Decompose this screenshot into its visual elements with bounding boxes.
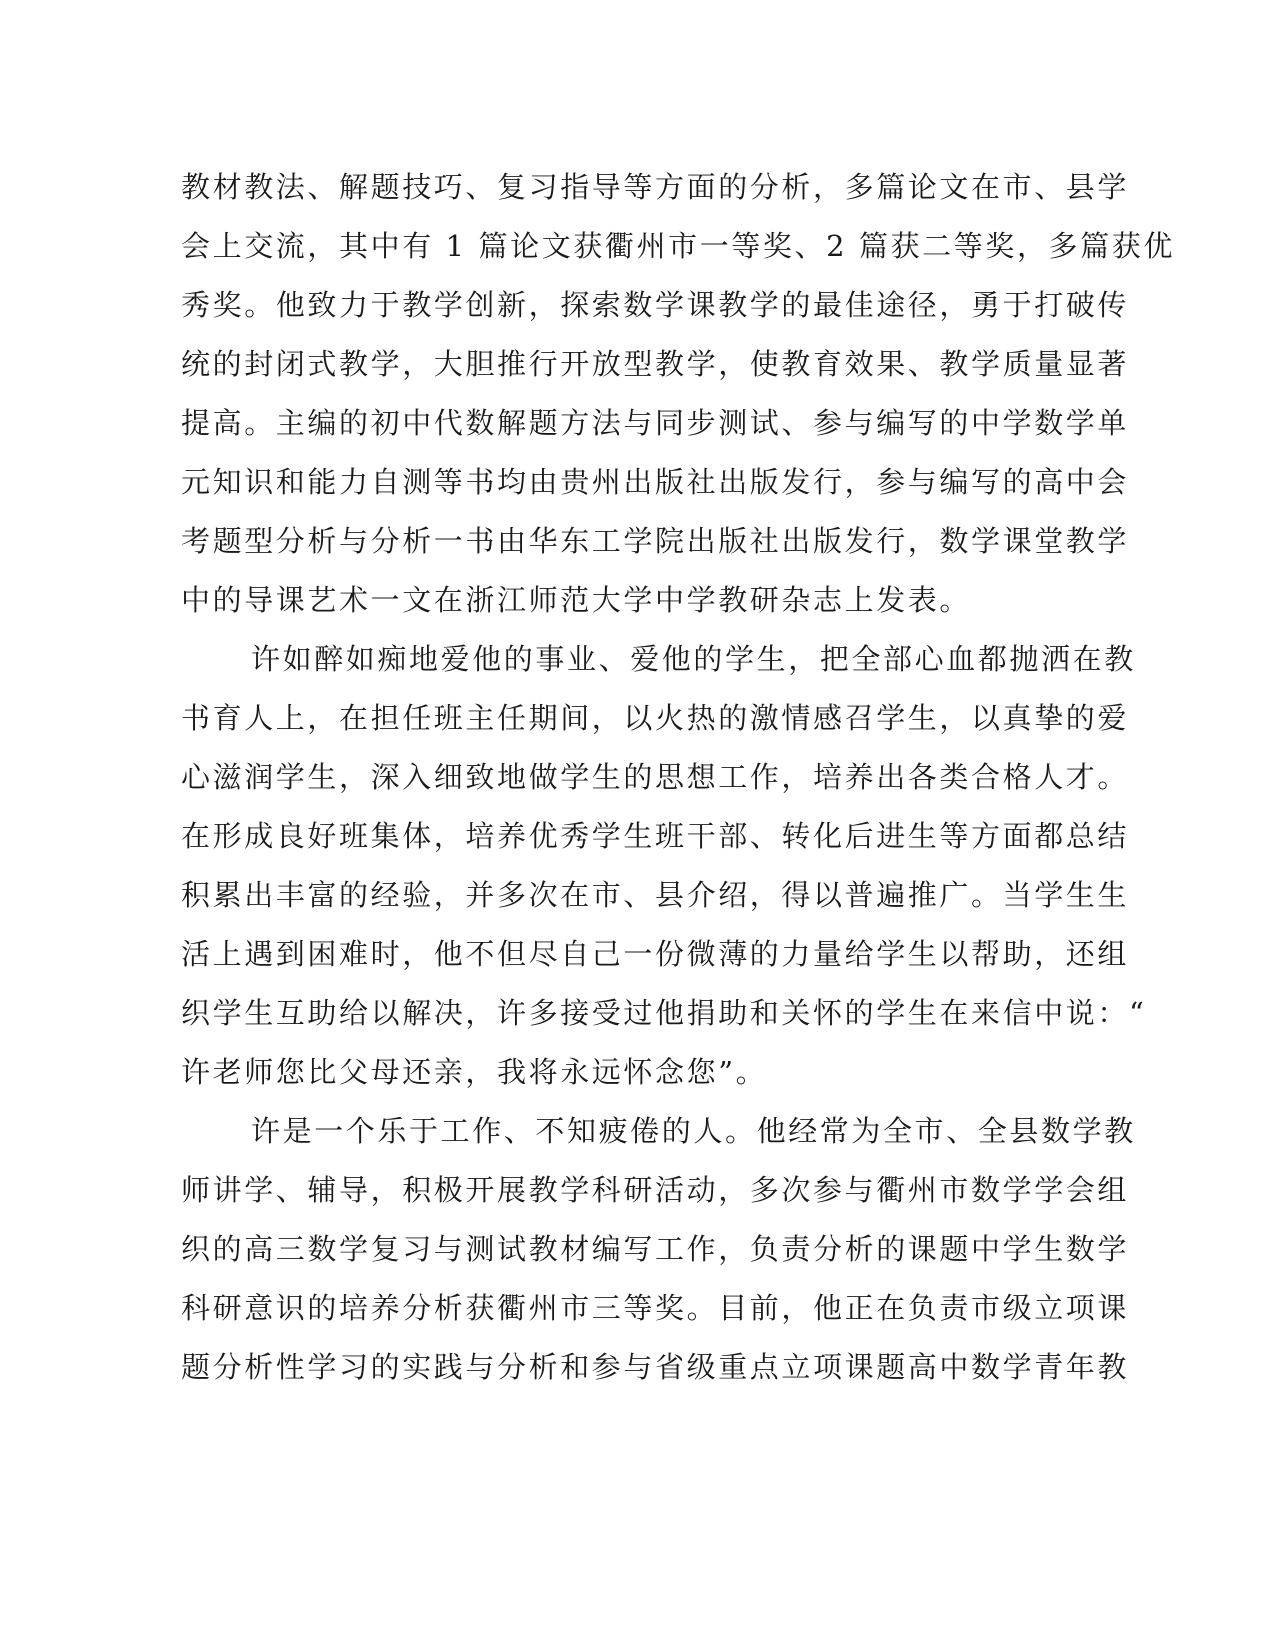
text-line: 元知识和能力自测等书均由贵州出版社出版发行，参与编写的高中会 [181, 465, 1130, 499]
text-line: 师讲学、辅导，积极开展教学科研活动，多次参与衢州市数学学会组 [181, 1173, 1130, 1207]
text-line: 织学生互助给以解决，许多接受过他捐助和关怀的学生在来信中说：“ [181, 996, 1147, 1030]
body-text [181, 158, 1175, 1397]
text-line: 织的高三数学复习与测试教材编写工作，负责分析的课题中学生数学 [181, 1232, 1130, 1266]
text-line: 题分析性学习的实践与分析和参与省级重点立项课题高中数学青年教 [181, 1350, 1130, 1384]
paragraph-1 [181, 158, 1175, 630]
text-line: 许老师您比父母还亲，我将永远怀念您”。 [181, 1055, 768, 1089]
text-line: 心滋润学生，深入细致地做学生的思想工作，培养出各类合格人才。 [181, 760, 1130, 794]
paragraph-3 [181, 1102, 1136, 1397]
text-line: 积累出丰富的经验，并多次在市、县介绍，得以普遍推广。当学生生 [181, 878, 1130, 912]
paragraph-2 [181, 630, 1147, 1102]
text-line: 许如醉如痴地爱他的事业、爱他的学生，把全部心血都抛洒在教 [251, 642, 1136, 676]
text-line: 许是一个乐于工作、不知疲倦的人。他经常为全市、全县数学教 [251, 1114, 1136, 1148]
text-line: 在形成良好班集体，培养优秀学生班干部、转化后进生等方面都总结 [181, 819, 1130, 853]
text-line: 活上遇到困难时，他不但尽自己一份微薄的力量给学生以帮助，还组 [181, 937, 1130, 971]
text-line: 科研意识的培养分析获衢州市三等奖。目前，他正在负责市级立项课 [181, 1291, 1130, 1325]
text-line: 会上交流，其中有 1 篇论文获衢州市一等奖、2 篇获二等奖，多篇获优 [181, 229, 1175, 263]
text-line: 考题型分析与分析一书由华东工学院出版社出版发行，数学课堂教学 [181, 524, 1130, 558]
text-line: 中的导课艺术一文在浙江师范大学中学教研杂志上发表。 [181, 583, 972, 617]
text-line: 提高。主编的初中代数解题方法与同步测试、参与编写的中学数学单 [181, 406, 1130, 440]
text-line: 统的封闭式教学，大胆推行开放型教学，使教育效果、教学质量显著 [181, 347, 1130, 381]
text-line: 教材教法、解题技巧、复习指导等方面的分析，多篇论文在市、县学 [181, 170, 1130, 204]
text-line: 秀奖。他致力于教学创新，探索数学课教学的最佳途径，勇于打破传 [181, 288, 1130, 322]
text-line: 书育人上，在担任班主任期间，以火热的激情感召学生，以真挚的爱 [181, 701, 1130, 735]
